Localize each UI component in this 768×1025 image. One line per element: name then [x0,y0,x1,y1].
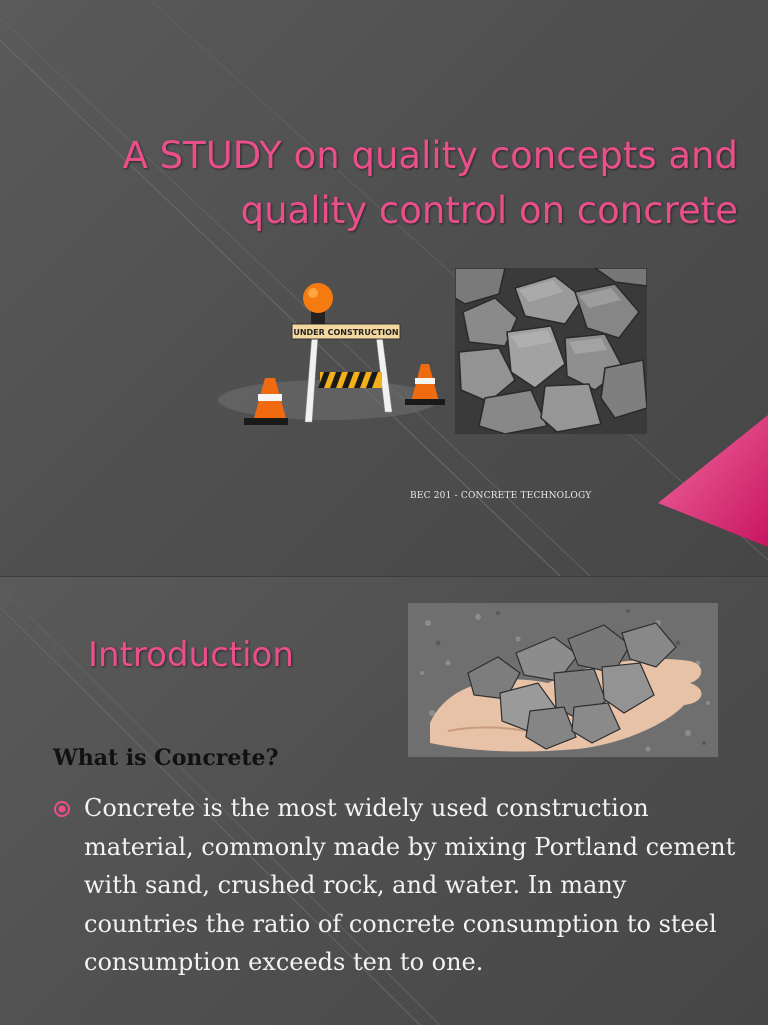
title-line-2: quality control on concrete [240,189,738,232]
construction-barrier-image [208,280,448,430]
introduction-slide [0,576,768,1025]
section-question: What is Concrete? [53,745,279,771]
pink-triangle-decoration [658,415,768,547]
hand-holding-rocks-image [408,603,718,757]
crushed-rock-image [455,268,647,434]
course-subtitle: BEC 201 - CONCRETE TECHNOLOGY [410,491,592,501]
barrier-sign-text: UNDER CONSTRUCTION [293,328,399,337]
bullet-icon [52,799,72,819]
slide-heading: Introduction [88,635,294,675]
presentation-title [60,128,738,238]
concrete-definition-text: Concrete is the most widely used construction material, commonly made by mixing Portland cement with sand, crushed rock, and water. In many countries the ratio of concrete consumption to steel consumption exceeds ten to one. [84,794,736,976]
title-line-1: A STUDY on quality concepts and [122,134,738,177]
